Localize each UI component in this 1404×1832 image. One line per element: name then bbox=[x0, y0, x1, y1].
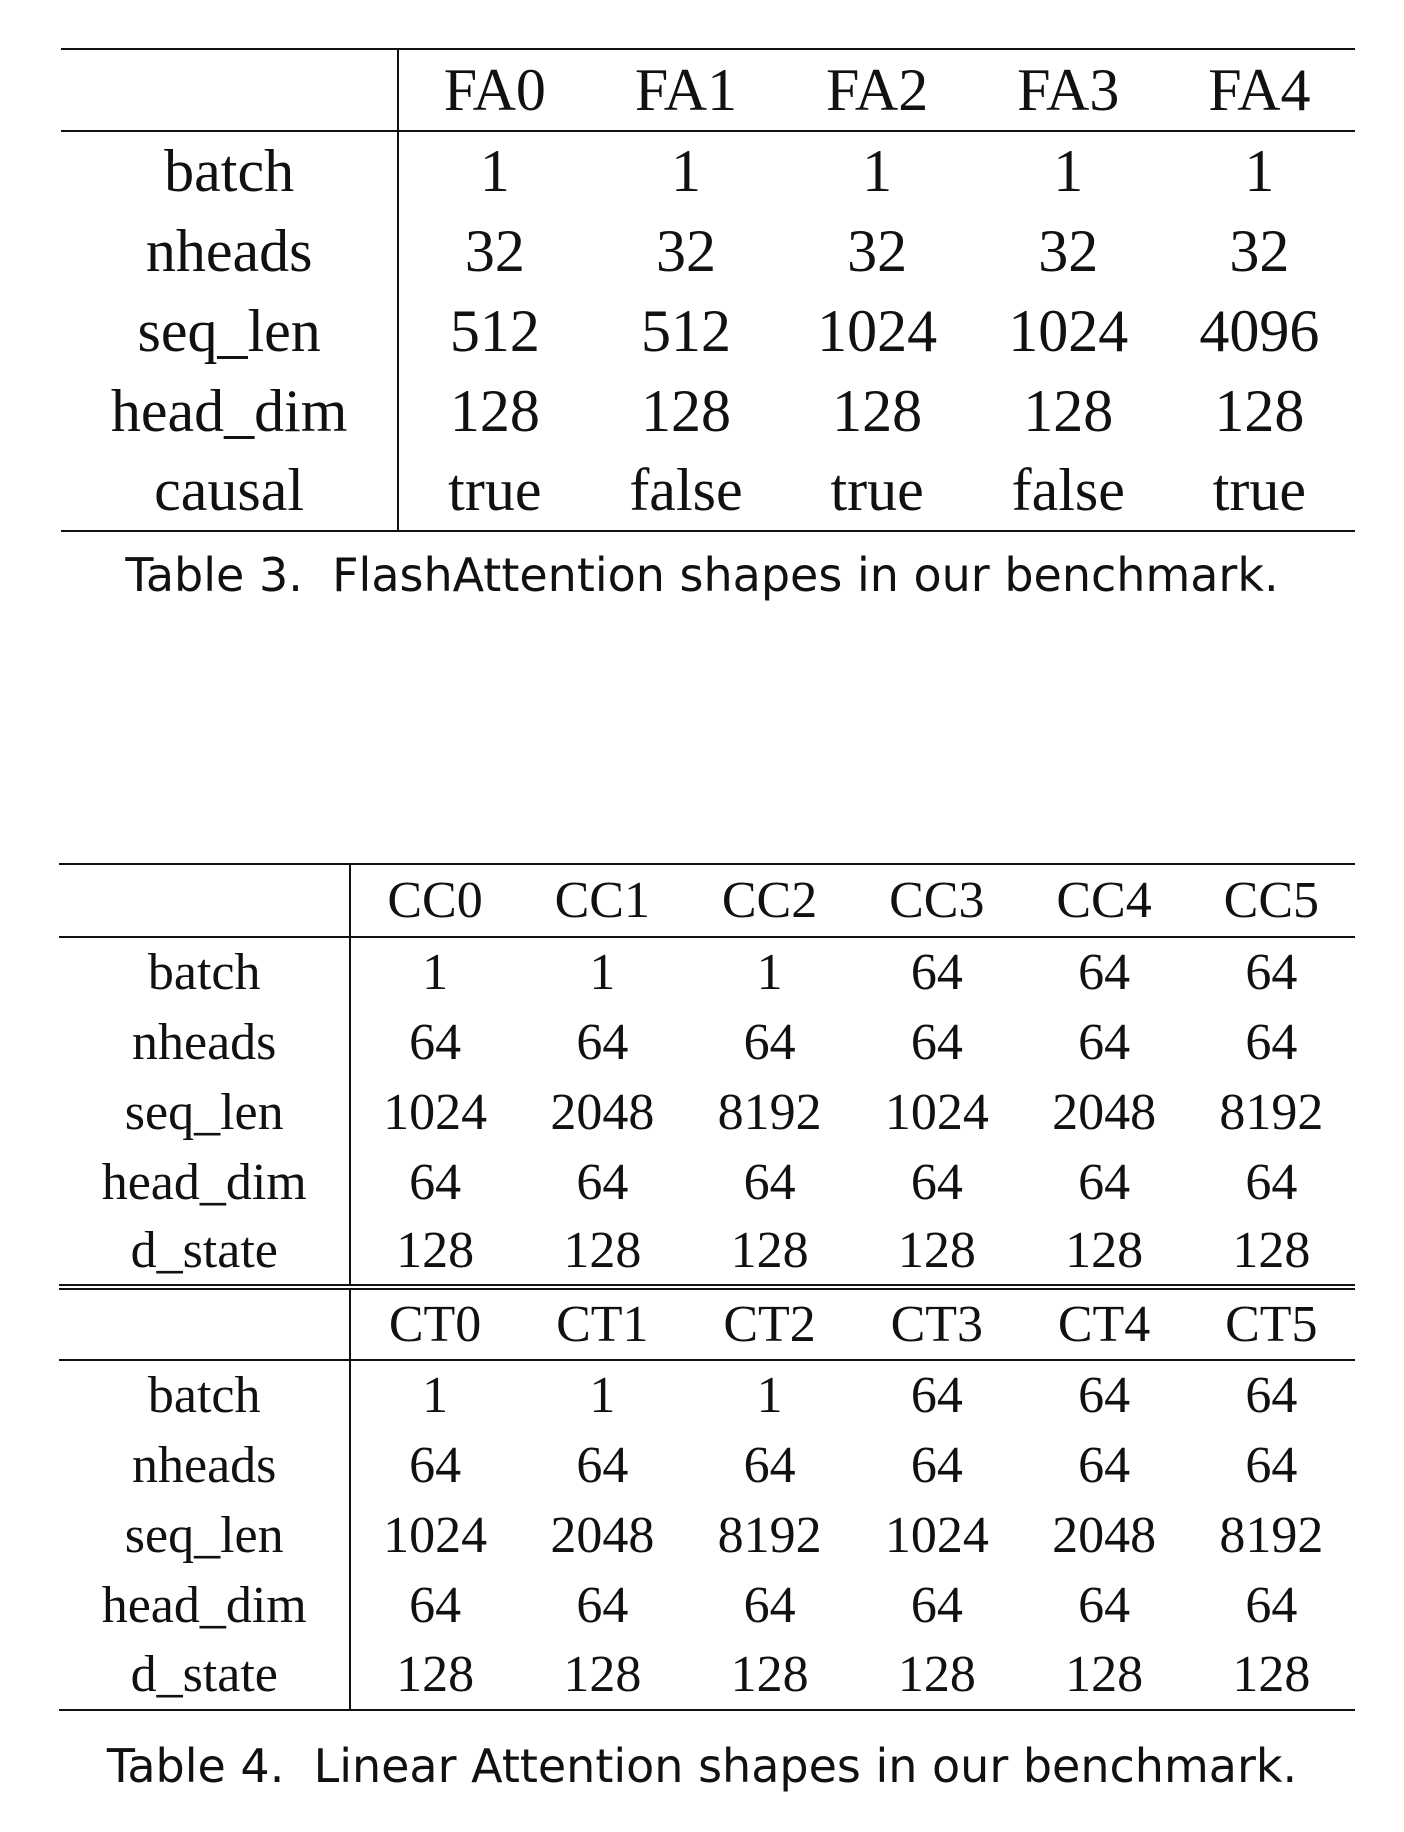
table-cell: 2048 bbox=[550, 1083, 655, 1141]
row-label: nheads bbox=[59, 1007, 350, 1077]
table-cell: 64 bbox=[1245, 1367, 1298, 1424]
table-3-corner-cell bbox=[61, 49, 398, 131]
table-cell: 64 bbox=[910, 1576, 963, 1634]
table-cell: 64 bbox=[409, 1436, 462, 1494]
table-cell: 128 bbox=[853, 1217, 1020, 1287]
table-cell: 1 bbox=[1244, 138, 1275, 204]
table-row bbox=[59, 1640, 1355, 1710]
table-cell: 64 bbox=[1078, 1153, 1131, 1211]
table-cell: 1 bbox=[670, 138, 701, 204]
table-4-header-row-cc bbox=[59, 864, 1355, 937]
table-row bbox=[59, 937, 1355, 1007]
column-header: CT0 bbox=[350, 1287, 518, 1360]
table-cell: 1 bbox=[589, 1367, 616, 1424]
table-cell: 64 bbox=[1078, 1436, 1131, 1494]
row-label: head_dim bbox=[61, 371, 398, 451]
table-3-caption: Table 3. FlashAttention shapes in our benchmark. bbox=[125, 548, 1279, 602]
table-cell: 64 bbox=[576, 1576, 629, 1634]
column-header: CC5 bbox=[1188, 864, 1355, 937]
table-cell: 64 bbox=[1078, 944, 1131, 1001]
table-cell: 64 bbox=[910, 1153, 963, 1211]
table-cell: 1 bbox=[756, 1367, 783, 1424]
table-cell: 128 bbox=[1232, 1646, 1311, 1703]
table-cell: 2048 bbox=[550, 1506, 655, 1564]
column-header: CT5 bbox=[1188, 1287, 1355, 1360]
table-cell: 128 bbox=[519, 1217, 686, 1287]
table-cell: 128 bbox=[1188, 1217, 1355, 1287]
table-cell: 128 bbox=[1214, 377, 1305, 444]
table-cell: 512 bbox=[449, 297, 540, 364]
table-cell: true bbox=[830, 457, 924, 523]
table-cell: 32 bbox=[1038, 217, 1099, 284]
table-cell: 1 bbox=[756, 944, 783, 1001]
table-row bbox=[59, 1077, 1355, 1147]
column-header: CC0 bbox=[350, 864, 518, 937]
row-label: seq_len bbox=[59, 1077, 350, 1147]
table-cell: 64 bbox=[910, 1367, 963, 1424]
table-cell: 64 bbox=[576, 1013, 629, 1071]
table-3 bbox=[61, 48, 1355, 532]
table-cell: 64 bbox=[1245, 1153, 1298, 1211]
table-cell: 8192 bbox=[1219, 1506, 1324, 1564]
table-row bbox=[59, 1147, 1355, 1217]
table-cell: false bbox=[629, 457, 743, 523]
column-header: FA3 bbox=[973, 49, 1164, 131]
table-cell: 1 bbox=[1053, 138, 1084, 204]
table-cell: 128 bbox=[1065, 1646, 1144, 1703]
column-header: CT3 bbox=[853, 1287, 1020, 1360]
table-4-caption: Table 4. Linear Attention shapes in our benchmark. bbox=[106, 1739, 1298, 1793]
table-cell: 32 bbox=[655, 217, 716, 284]
row-label: nheads bbox=[59, 1430, 350, 1500]
table-cell: 1024 bbox=[383, 1506, 488, 1564]
table-cell: 128 bbox=[396, 1646, 475, 1703]
column-header: FA4 bbox=[1164, 49, 1355, 131]
table-cell: 8192 bbox=[1219, 1083, 1324, 1141]
table-cell: 128 bbox=[686, 1217, 853, 1287]
table-cell: 128 bbox=[730, 1646, 809, 1703]
table-cell: 1 bbox=[862, 138, 893, 204]
table-cell: 8192 bbox=[717, 1506, 822, 1564]
table-cell: 1 bbox=[589, 944, 616, 1001]
table-cell: 64 bbox=[1078, 1367, 1131, 1424]
table-cell: 1024 bbox=[1008, 297, 1129, 364]
table-4-corner-cell bbox=[59, 1287, 350, 1360]
table-cell: 64 bbox=[1245, 1436, 1298, 1494]
row-label: batch bbox=[59, 1360, 350, 1430]
table-cell: 128 bbox=[897, 1646, 976, 1703]
table-cell: 8192 bbox=[717, 1083, 822, 1141]
row-label: seq_len bbox=[59, 1500, 350, 1570]
table-cell: 4096 bbox=[1199, 297, 1320, 364]
table-cell: 1 bbox=[422, 1367, 449, 1424]
table-cell: 128 bbox=[350, 1217, 518, 1287]
table-cell: 1024 bbox=[383, 1083, 488, 1141]
table-cell: 128 bbox=[563, 1646, 642, 1703]
table-cell: 1 bbox=[479, 138, 510, 204]
table-row bbox=[61, 211, 1355, 291]
table-row bbox=[61, 291, 1355, 371]
table-cell: 64 bbox=[910, 1436, 963, 1494]
row-label: d_state bbox=[59, 1640, 350, 1710]
table-cell: 1024 bbox=[817, 297, 938, 364]
table-cell: 2048 bbox=[1052, 1083, 1157, 1141]
table-3-header-row bbox=[61, 49, 1355, 131]
table-cell: 64 bbox=[1245, 944, 1298, 1001]
table-cell: 128 bbox=[1020, 1217, 1187, 1287]
row-label: d_state bbox=[59, 1217, 350, 1287]
table-cell: 32 bbox=[847, 217, 908, 284]
table-cell: 64 bbox=[743, 1576, 796, 1634]
column-header: CC3 bbox=[853, 864, 1020, 937]
table-cell: false bbox=[1011, 457, 1125, 523]
row-label: head_dim bbox=[59, 1570, 350, 1640]
table-cell: 128 bbox=[832, 377, 923, 444]
table-row bbox=[61, 371, 1355, 451]
table-cell: 64 bbox=[743, 1436, 796, 1494]
row-label: head_dim bbox=[59, 1147, 350, 1217]
table-cell: 1024 bbox=[884, 1083, 989, 1141]
table-cell: 64 bbox=[1078, 1013, 1131, 1071]
table-cell: 64 bbox=[576, 1153, 629, 1211]
column-header: CC1 bbox=[519, 864, 686, 937]
column-header: CT1 bbox=[519, 1287, 686, 1360]
table-cell: 1024 bbox=[884, 1506, 989, 1564]
table-cell: 2048 bbox=[1052, 1506, 1157, 1564]
table-cell: 32 bbox=[1229, 217, 1290, 284]
column-header: CC4 bbox=[1020, 864, 1187, 937]
table-cell: 64 bbox=[409, 1153, 462, 1211]
table-cell: 64 bbox=[409, 1576, 462, 1634]
table-cell: 64 bbox=[1245, 1576, 1298, 1634]
table-4-header-row-ct bbox=[59, 1287, 1355, 1360]
column-header: CC2 bbox=[686, 864, 853, 937]
table-cell: 512 bbox=[640, 297, 731, 364]
column-header: FA2 bbox=[782, 49, 973, 131]
table-cell: true bbox=[448, 457, 542, 523]
table-cell: 64 bbox=[910, 944, 963, 1001]
table-row bbox=[59, 1500, 1355, 1570]
column-header: CT2 bbox=[686, 1287, 853, 1360]
table-row bbox=[59, 1007, 1355, 1077]
table-cell: 128 bbox=[1023, 377, 1114, 444]
row-label: batch bbox=[59, 937, 350, 1007]
table-row bbox=[59, 1360, 1355, 1430]
table-cell: 32 bbox=[464, 217, 525, 284]
column-header: CT4 bbox=[1020, 1287, 1187, 1360]
table-4 bbox=[59, 863, 1355, 1711]
table-cell: 1 bbox=[422, 944, 449, 1001]
table-cell: 64 bbox=[409, 1013, 462, 1071]
row-label: batch bbox=[61, 131, 398, 211]
table-cell: 64 bbox=[576, 1436, 629, 1494]
column-header: FA1 bbox=[590, 49, 781, 131]
table-cell: 64 bbox=[1078, 1576, 1131, 1634]
row-label: causal bbox=[61, 451, 398, 531]
table-row bbox=[59, 1570, 1355, 1640]
row-label: seq_len bbox=[61, 291, 398, 371]
row-label: nheads bbox=[61, 211, 398, 291]
table-4-corner-cell bbox=[59, 864, 350, 937]
table-cell: 64 bbox=[743, 1013, 796, 1071]
table-row bbox=[61, 131, 1355, 211]
table-cell: 128 bbox=[640, 377, 731, 444]
table-cell: true bbox=[1212, 457, 1307, 523]
table-cell: 64 bbox=[743, 1153, 796, 1211]
table-row bbox=[59, 1430, 1355, 1500]
column-header: FA0 bbox=[398, 49, 590, 131]
table-row bbox=[59, 1217, 1355, 1287]
table-cell: 64 bbox=[1245, 1013, 1298, 1071]
table-cell: 128 bbox=[449, 377, 540, 444]
table-cell: 64 bbox=[910, 1013, 963, 1071]
table-row bbox=[61, 451, 1355, 531]
